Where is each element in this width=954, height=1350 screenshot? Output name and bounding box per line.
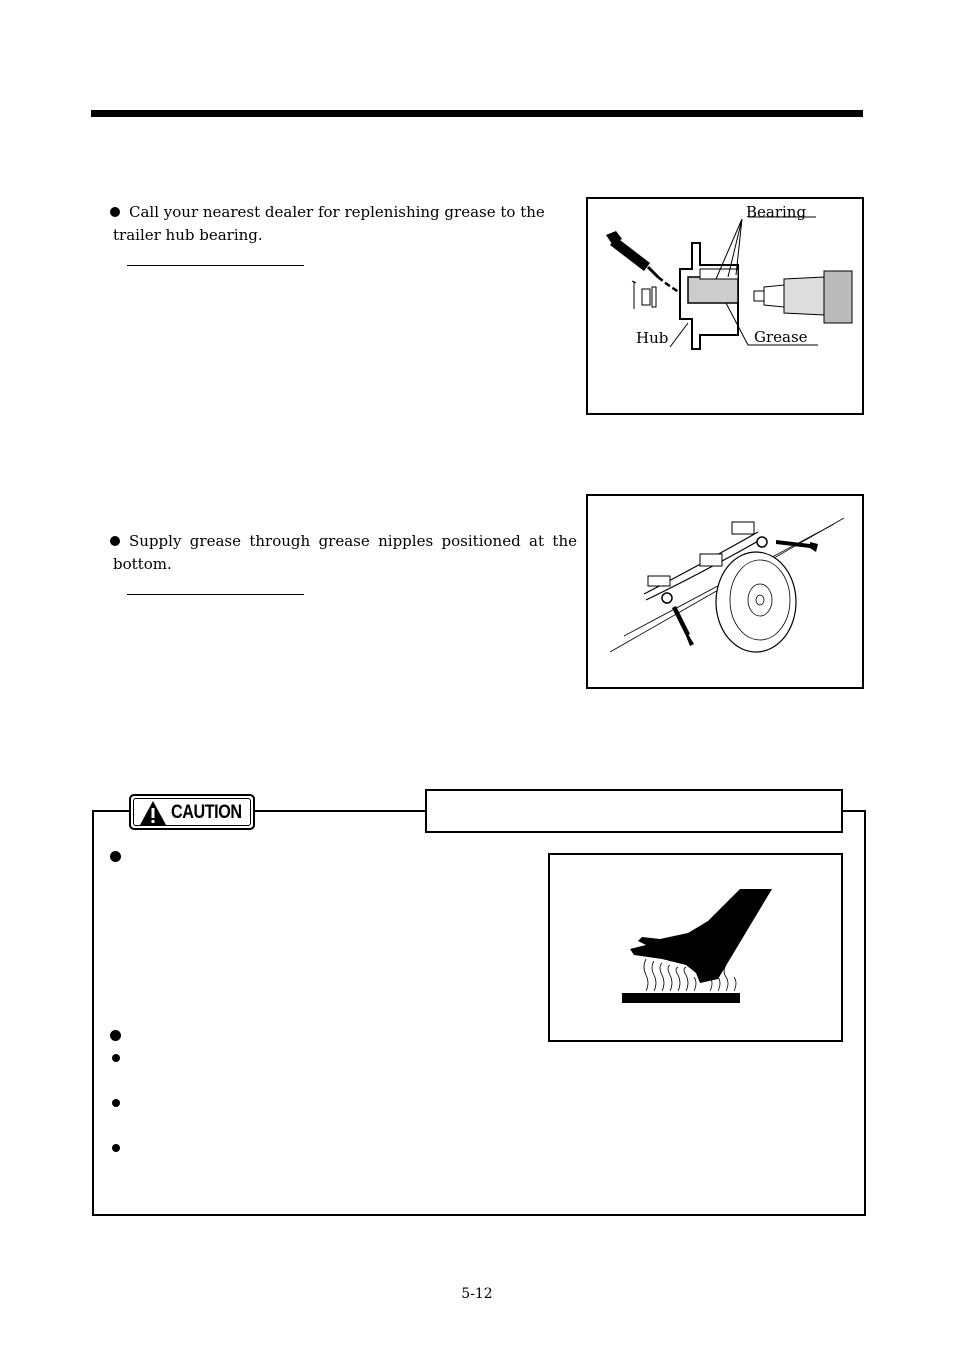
caution-title-box — [425, 789, 843, 833]
bullet — [112, 1144, 120, 1152]
grease-nipple-instruction: Supply grease through grease nipples positioned at the bottom. — [113, 532, 577, 573]
grease-nipple-icon — [757, 537, 767, 547]
wheel-icon — [716, 552, 796, 652]
hot-surface-figure — [548, 853, 843, 1042]
grease-nipple-icon — [662, 593, 672, 603]
hub-label: Hub — [636, 329, 669, 347]
bearing-label: Bearing — [746, 203, 807, 221]
hub-bearing-instruction: Call your nearest dealer for replenishing grease to the trailer hub bearing. — [113, 203, 545, 244]
hot-surface-hand-icon — [550, 855, 841, 1040]
header-rule — [91, 110, 863, 117]
page-number: 5-12 — [461, 1286, 493, 1302]
suspension-illustration — [588, 496, 862, 687]
caution-badge — [129, 794, 255, 830]
grease-gun-icon — [776, 540, 818, 552]
warning-triangle-icon — [139, 800, 167, 826]
grease-gun-icon — [672, 606, 694, 646]
grease-gun-icon — [606, 231, 684, 295]
bullet — [110, 851, 121, 862]
bullet — [112, 1054, 120, 1062]
caution-label: CAUTION — [171, 802, 242, 823]
suspension-figure — [586, 494, 864, 689]
blank-underline — [127, 594, 304, 595]
hub-bearing-figure — [586, 197, 864, 415]
spindle-icon — [754, 271, 852, 323]
grease-label: Grease — [754, 328, 808, 346]
hub-bearing-illustration — [588, 199, 862, 413]
hub-icon — [680, 243, 738, 349]
blank-underline — [127, 265, 304, 266]
bullet — [112, 1099, 120, 1107]
bullet — [110, 1030, 121, 1041]
